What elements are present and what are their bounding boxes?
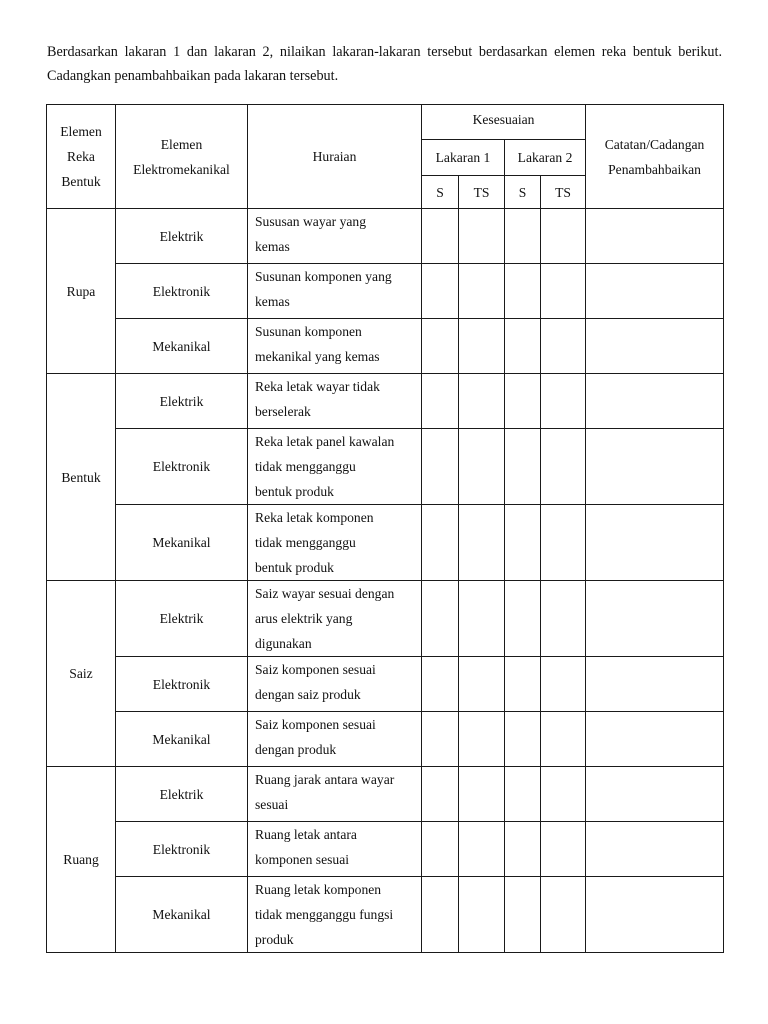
catatan-cell[interactable]: [586, 581, 724, 657]
header-kesesuaian: Kesesuaian: [422, 105, 586, 140]
huraian-line: dengan saiz produk: [255, 687, 361, 702]
huraian-line: produk: [255, 932, 294, 947]
element-cell: Elektronik: [116, 657, 248, 712]
table-body: [47, 209, 724, 953]
lakaran-1-s-cell[interactable]: [422, 767, 459, 822]
lakaran-2-ts-cell[interactable]: [541, 319, 586, 374]
lakaran-1-ts-cell[interactable]: [459, 657, 505, 712]
lakaran-1-s-cell[interactable]: [422, 319, 459, 374]
element-cell: Elektrik: [116, 581, 248, 657]
catatan-cell[interactable]: [586, 429, 724, 505]
lakaran-1-ts-cell[interactable]: [459, 877, 505, 953]
header-lakaran-1: Lakaran 1: [422, 140, 505, 176]
catatan-cell[interactable]: [586, 712, 724, 767]
table-row: [47, 767, 724, 822]
huraian-cell: [248, 429, 422, 505]
lakaran-2-s-cell[interactable]: [505, 712, 541, 767]
lakaran-2-ts-cell[interactable]: [541, 877, 586, 953]
huraian-cell: [248, 767, 422, 822]
element-cell: Elektrik: [116, 209, 248, 264]
table-row: [47, 429, 724, 505]
huraian-line: Susunan komponen: [255, 324, 362, 339]
table-row: [47, 319, 724, 374]
huraian-cell: [248, 822, 422, 877]
lakaran-2-s-cell[interactable]: [505, 877, 541, 953]
element-cell: Elektronik: [116, 822, 248, 877]
lakaran-1-s-cell[interactable]: [422, 581, 459, 657]
lakaran-2-s-cell[interactable]: [505, 374, 541, 429]
huraian-line: kemas: [255, 294, 290, 309]
huraian-line: tidak mengganggu: [255, 535, 356, 550]
huraian-line: Susunan komponen yang: [255, 269, 392, 284]
header-catatan: Catatan/Cadangan Penambahbaikan: [586, 105, 724, 209]
huraian-cell: [248, 581, 422, 657]
lakaran-2-ts-cell[interactable]: [541, 264, 586, 319]
huraian-cell: [248, 319, 422, 374]
header-l2-ts: TS: [541, 176, 586, 209]
lakaran-2-s-cell[interactable]: [505, 581, 541, 657]
huraian-cell: [248, 657, 422, 712]
huraian-line: Saiz wayar sesuai dengan: [255, 586, 395, 601]
huraian-line: bentuk produk: [255, 560, 334, 575]
lakaran-1-ts-cell[interactable]: [459, 319, 505, 374]
huraian-line: Saiz komponen sesuai: [255, 662, 376, 677]
lakaran-1-ts-cell[interactable]: [459, 767, 505, 822]
lakaran-1-ts-cell[interactable]: [459, 581, 505, 657]
catatan-cell[interactable]: [586, 209, 724, 264]
lakaran-2-s-cell[interactable]: [505, 319, 541, 374]
catatan-cell[interactable]: [586, 767, 724, 822]
lakaran-2-s-cell[interactable]: [505, 209, 541, 264]
table-row: [47, 209, 724, 264]
huraian-line: Reka letak wayar tidak: [255, 379, 380, 394]
lakaran-1-s-cell[interactable]: [422, 657, 459, 712]
header-huraian: Huraian: [248, 105, 422, 209]
lakaran-2-ts-cell[interactable]: [541, 505, 586, 581]
lakaran-2-ts-cell[interactable]: [541, 209, 586, 264]
huraian-line: Reka letak panel kawalan: [255, 434, 395, 449]
huraian-line: dengan produk: [255, 742, 337, 757]
lakaran-1-s-cell[interactable]: [422, 209, 459, 264]
table-row: [47, 657, 724, 712]
lakaran-2-ts-cell[interactable]: [541, 712, 586, 767]
lakaran-1-s-cell[interactable]: [422, 712, 459, 767]
element-cell: Elektronik: [116, 429, 248, 505]
header-elemen-reka-bentuk: Elemen Reka Bentuk: [47, 105, 116, 209]
catatan-cell[interactable]: [586, 822, 724, 877]
huraian-line: Ruang jarak antara wayar: [255, 772, 395, 787]
group-label: Ruang: [47, 767, 116, 953]
lakaran-2-ts-cell[interactable]: [541, 581, 586, 657]
catatan-cell[interactable]: [586, 657, 724, 712]
huraian-line: arus elektrik yang: [255, 611, 353, 626]
table-row: [47, 505, 724, 581]
lakaran-1-s-cell[interactable]: [422, 505, 459, 581]
catatan-cell[interactable]: [586, 319, 724, 374]
huraian-cell: [248, 374, 422, 429]
lakaran-2-ts-cell[interactable]: [541, 429, 586, 505]
group-label: Saiz: [47, 581, 116, 767]
header-l1-ts: TS: [459, 176, 505, 209]
huraian-cell: [248, 505, 422, 581]
lakaran-2-s-cell[interactable]: [505, 822, 541, 877]
catatan-cell[interactable]: [586, 264, 724, 319]
huraian-cell: [248, 209, 422, 264]
huraian-line: digunakan: [255, 636, 312, 651]
table-row: [47, 877, 724, 953]
header-l2-s: S: [505, 176, 541, 209]
huraian-line: mekanikal yang kemas: [255, 349, 380, 364]
huraian-cell: [248, 264, 422, 319]
table-row: [47, 822, 724, 877]
table-row: [47, 581, 724, 657]
lakaran-2-ts-cell[interactable]: [541, 822, 586, 877]
lakaran-1-ts-cell[interactable]: [459, 822, 505, 877]
element-cell: Elektrik: [116, 374, 248, 429]
huraian-line: berselerak: [255, 404, 311, 419]
evaluation-table: [46, 104, 724, 953]
table-row: [47, 264, 724, 319]
lakaran-1-ts-cell[interactable]: [459, 712, 505, 767]
element-cell: Elektrik: [116, 767, 248, 822]
table-row: [47, 712, 724, 767]
catatan-cell[interactable]: [586, 374, 724, 429]
element-cell: Mekanikal: [116, 505, 248, 581]
lakaran-1-ts-cell[interactable]: [459, 209, 505, 264]
catatan-cell[interactable]: [586, 877, 724, 953]
table-row: [47, 374, 724, 429]
lakaran-1-s-cell[interactable]: [422, 264, 459, 319]
lakaran-1-ts-cell[interactable]: [459, 429, 505, 505]
huraian-line: Sususan wayar yang: [255, 214, 366, 229]
lakaran-2-s-cell[interactable]: [505, 767, 541, 822]
lakaran-1-ts-cell[interactable]: [459, 505, 505, 581]
huraian-line: sesuai: [255, 797, 289, 812]
lakaran-2-ts-cell[interactable]: [541, 374, 586, 429]
lakaran-1-s-cell[interactable]: [422, 374, 459, 429]
header-l1-s: S: [422, 176, 459, 209]
huraian-line: tidak mengganggu fungsi: [255, 907, 394, 922]
huraian-line: tidak mengganggu: [255, 459, 356, 474]
group-label: Bentuk: [47, 374, 116, 581]
lakaran-1-ts-cell[interactable]: [459, 374, 505, 429]
lakaran-1-s-cell[interactable]: [422, 822, 459, 877]
element-cell: Elektronik: [116, 264, 248, 319]
group-label: Rupa: [47, 209, 116, 374]
huraian-cell: [248, 712, 422, 767]
lakaran-1-ts-cell[interactable]: [459, 264, 505, 319]
catatan-cell[interactable]: [586, 505, 724, 581]
element-cell: Mekanikal: [116, 877, 248, 953]
lakaran-2-ts-cell[interactable]: [541, 767, 586, 822]
huraian-line: komponen sesuai: [255, 852, 350, 867]
huraian-line: kemas: [255, 239, 290, 254]
element-cell: Mekanikal: [116, 712, 248, 767]
lakaran-1-s-cell[interactable]: [422, 429, 459, 505]
instruction-text: Berdasarkan lakaran 1 dan lakaran 2, nilaikan lakaran-lakaran tersebut berdasarkan elemen reka bentuk berikut. Cadangkan penambahbaikan pada lakaran tersebut.: [47, 44, 722, 84]
lakaran-2-ts-cell[interactable]: [541, 657, 586, 712]
huraian-cell: [248, 877, 422, 953]
huraian-line: Ruang letak antara: [255, 827, 357, 842]
huraian-line: Reka letak komponen: [255, 510, 374, 525]
lakaran-1-s-cell[interactable]: [422, 877, 459, 953]
lakaran-2-s-cell[interactable]: [505, 505, 541, 581]
lakaran-2-s-cell[interactable]: [505, 429, 541, 505]
header-elemen-elektromekanikal: Elemen Elektromekanikal: [116, 105, 248, 209]
huraian-line: bentuk produk: [255, 484, 334, 499]
huraian-line: Saiz komponen sesuai: [255, 717, 376, 732]
huraian-line: Ruang letak komponen: [255, 882, 382, 897]
lakaran-2-s-cell[interactable]: [505, 657, 541, 712]
element-cell: Mekanikal: [116, 319, 248, 374]
header-lakaran-2: Lakaran 2: [505, 140, 586, 176]
lakaran-2-s-cell[interactable]: [505, 264, 541, 319]
